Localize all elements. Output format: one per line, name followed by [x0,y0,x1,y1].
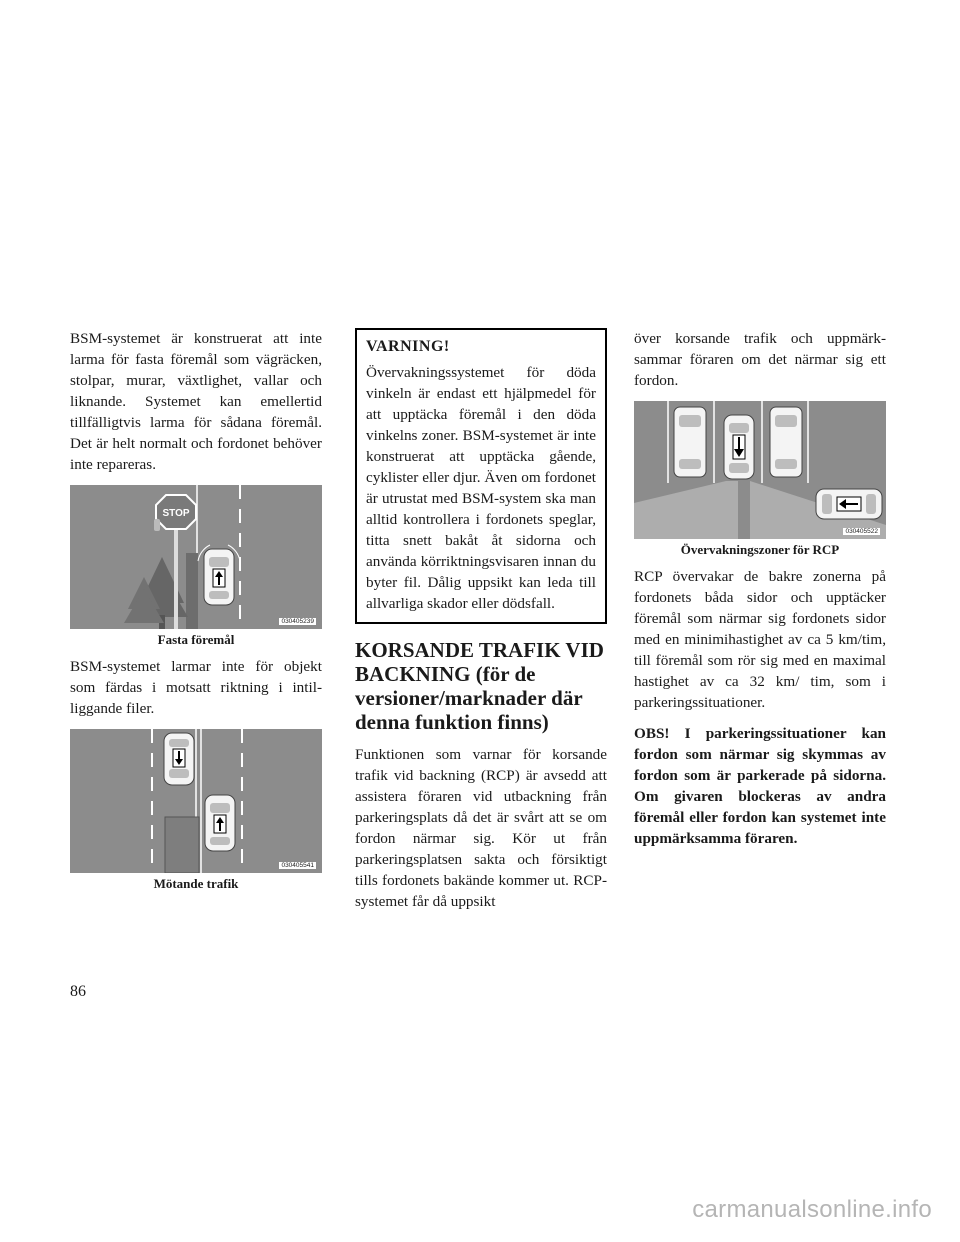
figure-fixed-objects [70,485,322,629]
note-obs: OBS! I parkeringssituationer kan fordon som närmar sig skymmas av fordon som är parkerade på sidorna. Om givaren blockeras av andra föremål eller fordon kan systemet inte uppmärksamma föraren. [634,725,886,847]
column-left [70,328,322,900]
paragraph-rcp-intro: Funktionen som varnar för korsande trafik vid backning (RCP) är avsedd att assistera föraren vid utbackning från parkeringsplats då det är svårt att se om fordon närmar sig. Kör ut från parkeringsplatsen sakta och försiktigt tills fordonets bakände kommer ut. RCP-systemet får då uppsikt [355,746,607,910]
paragraph-rcp-details: RCP övervakar de bakre zonerna på fordonets båda sidor och upptäcker föremål som närmar sig fordonets sidor med en minimihastighet av ca 5 km/tim, till föremål som rör sig med en maximal hastighet av ca 32 km/ tim, som i parkeringssituationer. [634,568,886,711]
figure-oncoming-traffic [70,729,322,873]
oncoming-traffic-illustration [70,729,322,873]
warning-title: VARNING! [366,338,450,355]
column-middle [355,328,607,922]
figure-code: 030405541 [281,862,314,869]
fixed-objects-illustration [70,485,322,629]
stop-sign-text: STOP [162,508,190,519]
page-number: 86 [70,983,86,1000]
figure-rcp-zones [634,401,886,539]
figure-code: 030405522 [845,528,878,535]
paragraph-rcp-continued: över korsande trafik och uppmärksammar föraren om det närmar sig ett fordon. [634,330,886,389]
section-heading: KORSANDE TRAFIK VID BACKNING (för de versioner/marknader där denna funktion finns) [355,638,604,734]
paragraph-oncoming: BSM-systemet larmar inte för objekt som färdas i motsatt riktning i intilliggande filer. [70,658,322,717]
caption-fixed-objects: Fasta föremål [157,632,235,647]
rcp-zones-illustration [634,401,886,539]
paragraph-fixed-objects: BSM-systemet är konstruerat att inte larma för fasta föremål som vägräcken, stolpar, murar, växtlighet, vallar och liknande. Systemet kan emellertid tillfälligtvis larma för sådana föremål. Det är helt normalt och fordonet behöver inte repareras. [70,330,322,473]
caption-rcp-zones: Övervakningszoner för RCP [680,542,840,557]
warning-box [355,328,607,624]
warning-text: Övervakningssystemet för döda vinkeln är endast ett hjälpmedel för att upptäcka föremål i den döda vinkelns zoner. BSM-systemet är inte konstruerat att upptäcka gående, cyklister eller djur. Även om fordonet är utrustat med BSM-system ska man alltid kontrollera i fordonets speglar, titta snett bakåt åt sidorna och använda körriktningsvisaren innan du byter fil. Dålig uppsikt kan leda till allvarliga skador eller dödsfall. [366,364,596,612]
caption-oncoming-traffic: Mötande trafik [153,876,239,891]
watermark: carmanualsonline.info [692,1196,932,1223]
figure-code: 030405239 [281,618,314,625]
column-right [634,328,886,859]
